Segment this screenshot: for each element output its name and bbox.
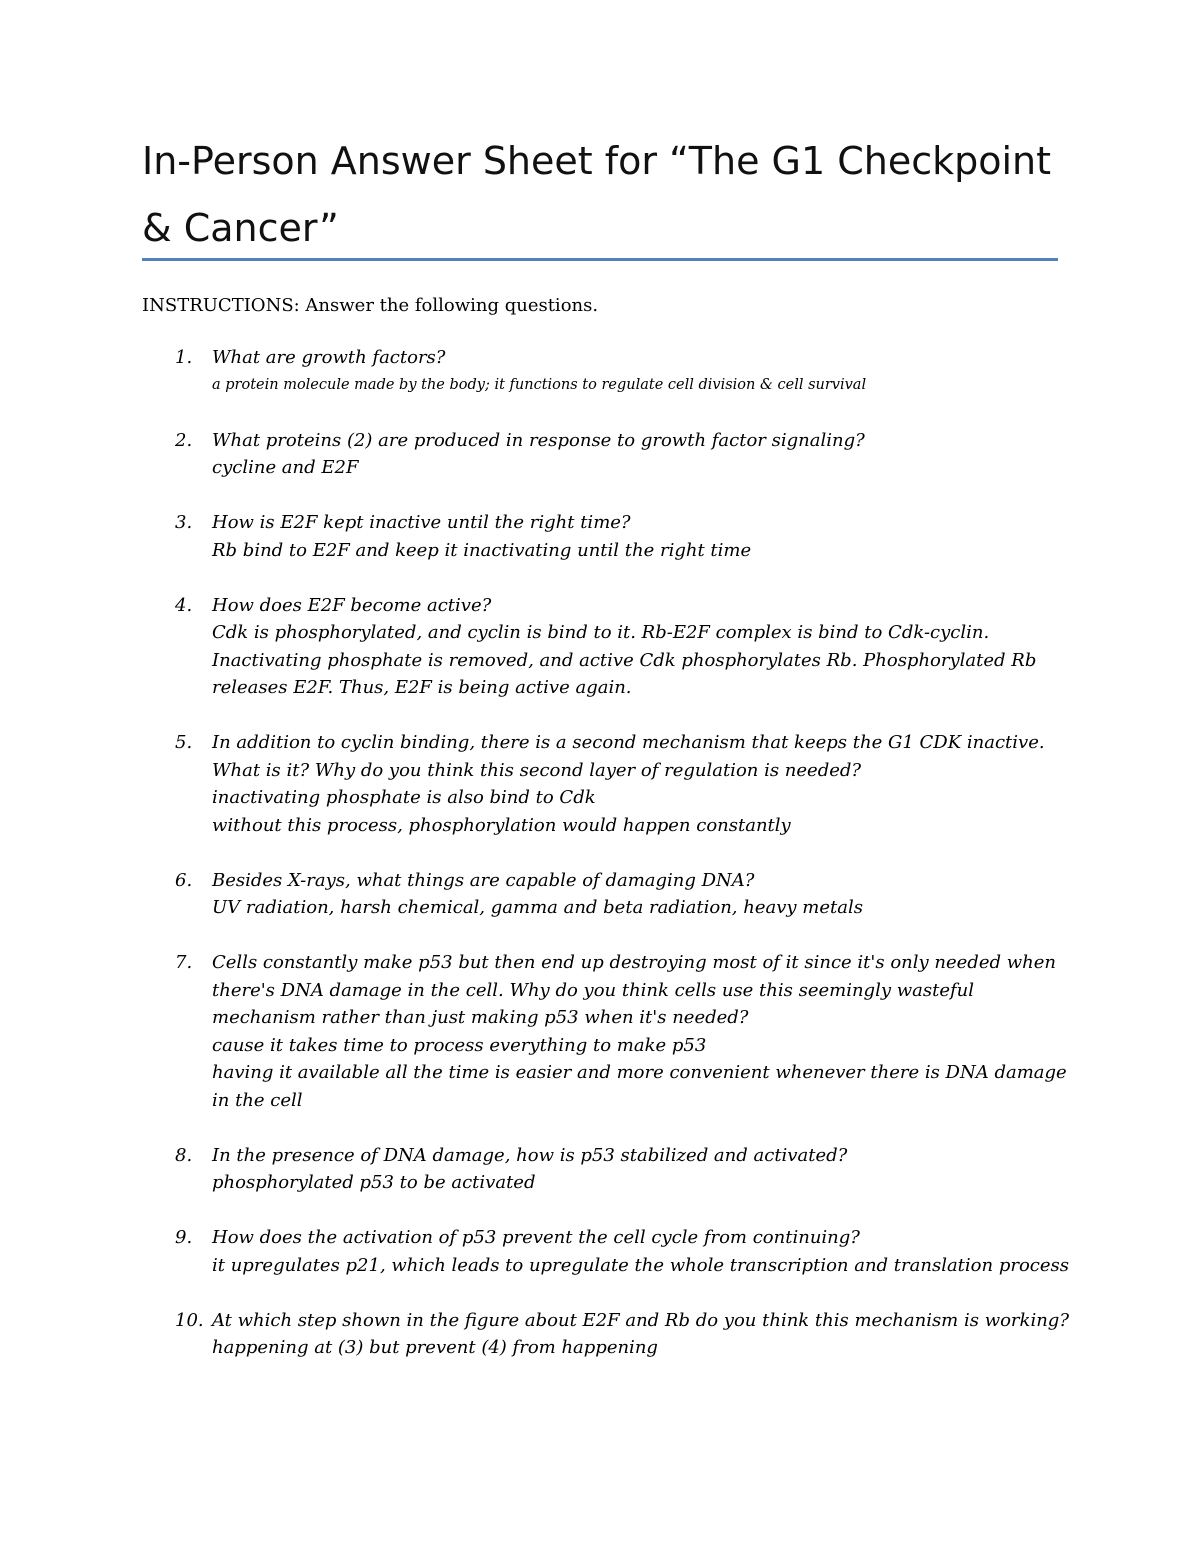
answer-text: inactivating phosphate is also bind to Cdk (212, 787, 596, 808)
answer-text: phosphorylated p53 to be activated (212, 1172, 536, 1193)
question-number: 10. (175, 1309, 204, 1331)
answer-text: a protein molecule made by the body; it functions to regulate cell division & cell survival (212, 376, 867, 393)
instructions-text: INSTRUCTIONS: Answer the following questions. (142, 295, 599, 316)
answer-text: UV radiation, harsh chemical, gamma and beta radiation, heavy metals (212, 897, 863, 918)
question-item-6 (142, 867, 1072, 922)
question-number: 7. (175, 952, 193, 973)
question-list (142, 344, 1072, 1389)
question-item-4 (142, 592, 1072, 702)
question-item-2 (142, 427, 1072, 482)
question-text: What are growth factors? (212, 347, 446, 368)
answer-text: cause it takes time to process everything to make p53 (212, 1034, 707, 1056)
answer-text: Cdk is phosphorylated, and cyclin is bind to it. Rb-E2F complex is bind to Cdk-cyclin. Inactivating phosphate is removed, and active Cdk phosphorylates Rb. Phosphorylated Rb releases E2F. Thus, E2F is being active again. (212, 622, 1037, 698)
question-text: How is E2F kept inactive until the right time? (212, 512, 631, 533)
question-number: 4. (175, 594, 193, 616)
question-text: How does the activation of p53 prevent the cell cycle from continuing? (212, 1227, 860, 1248)
question-item-9 (142, 1224, 1072, 1279)
question-item-1 (142, 344, 1072, 399)
question-text: In the presence of DNA damage, how is p53 stabilized and activated? (212, 1144, 848, 1166)
question-number: 5. (175, 732, 193, 753)
question-text: Cells constantly make p53 but then end up destroying most of it since it's only needed when there's DNA damage in the cell. Why do you think cells use this seemingly wasteful mechanism rather than just making p53 when it's needed? (212, 952, 1056, 1028)
question-item-8 (142, 1142, 1072, 1197)
question-text: At which step shown in the figure about E2F and Rb do you think this mechanism is working? (212, 1309, 1069, 1331)
question-item-7 (142, 949, 1072, 1114)
answer-text: happening at (3) but prevent (4) from happening (212, 1337, 658, 1358)
answer-text: it upregulates p21, which leads to upregulate the whole transcription and translation process (212, 1254, 1069, 1276)
title-underline (142, 258, 1058, 261)
question-number: 1. (175, 347, 193, 368)
question-number: 3. (175, 512, 193, 533)
question-text: Besides X-rays, what things are capable of damaging DNA? (212, 869, 755, 891)
answer-text: having it available all the time is easier and more convenient whenever there is DNA damage in the cell (212, 1062, 1067, 1111)
question-number: 6. (175, 869, 193, 891)
question-number: 8. (175, 1144, 193, 1166)
question-number: 2. (175, 429, 193, 451)
question-item-5 (142, 729, 1072, 839)
question-number: 9. (175, 1227, 193, 1248)
question-text: How does E2F become active? (212, 594, 492, 616)
answer-text: Rb bind to E2F and keep it inactivating until the right time (212, 539, 752, 561)
question-item-3 (142, 509, 1072, 564)
question-item-10 (142, 1307, 1072, 1362)
question-text: In addition to cyclin binding, there is a second mechanism that keeps the G1 CDK inactive. What is it? Why do you think this second layer of regulation is needed? (212, 732, 1045, 781)
answer-text: cycline and E2F (212, 457, 359, 478)
answer-text: without this process, phosphorylation would happen constantly (212, 814, 791, 836)
question-text: What proteins (2) are produced in response to growth factor signaling? (212, 429, 865, 451)
page-title: In-Person Answer Sheet for “The G1 Checkpoint & Cancer” (142, 139, 1052, 250)
